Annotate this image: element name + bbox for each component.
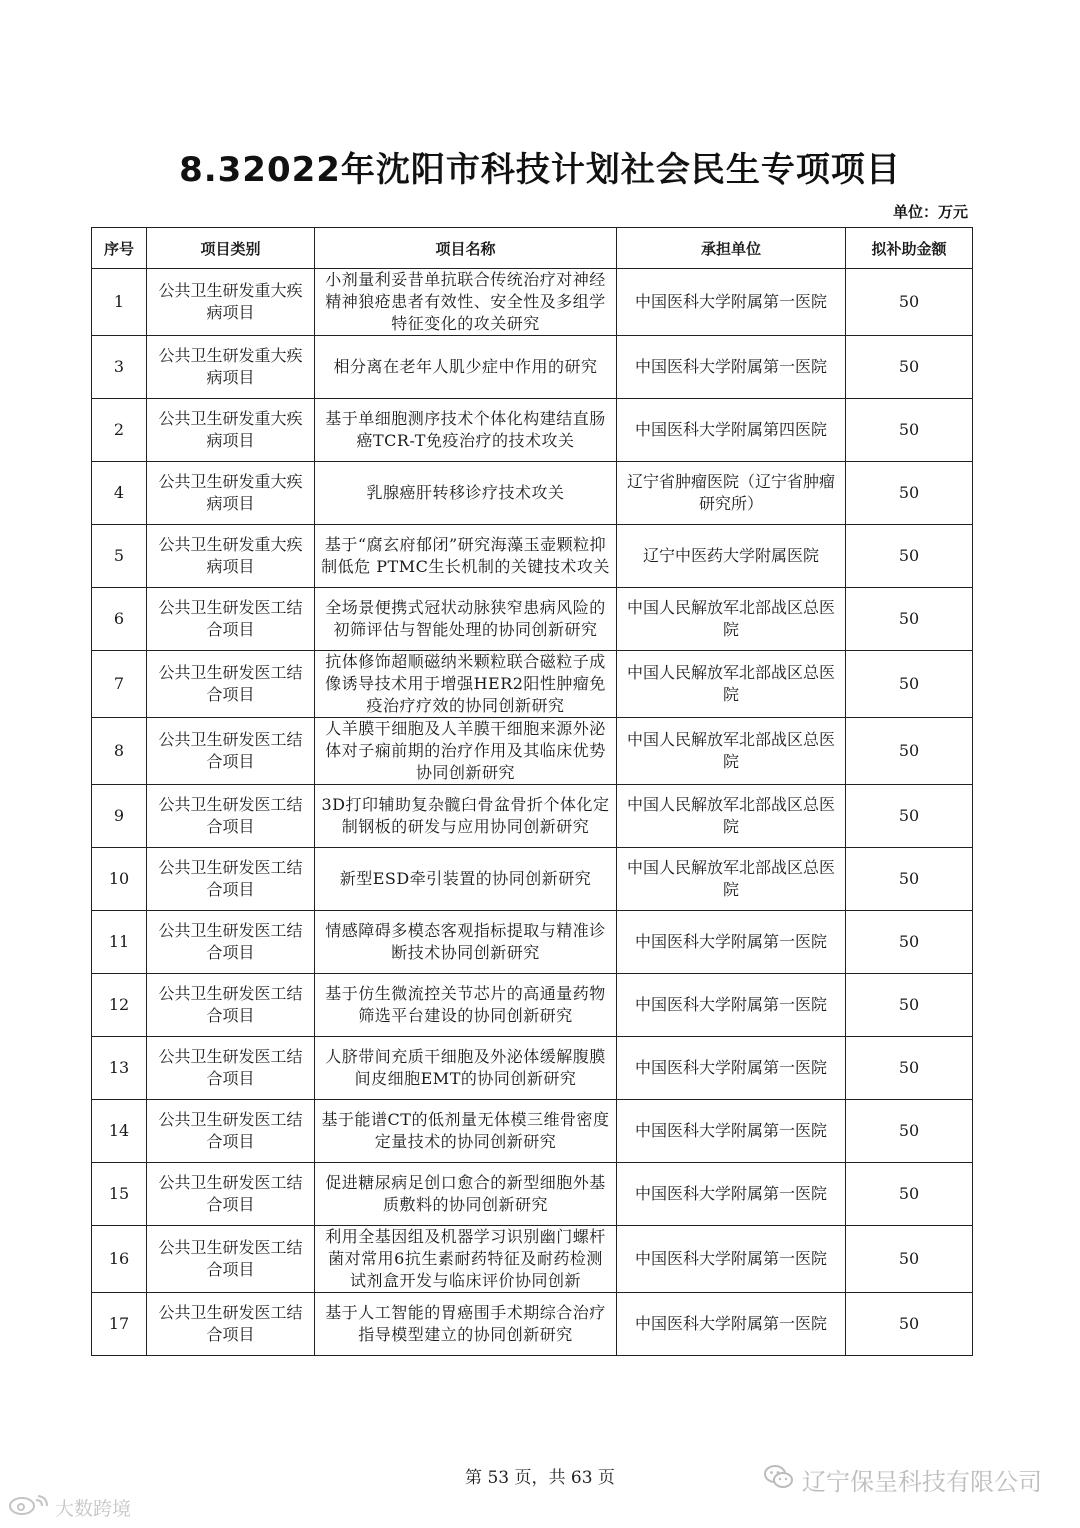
table-row [92, 911, 973, 974]
table-row [92, 588, 973, 651]
cell-project-name: 人脐带间充质干细胞及外泌体缓解腹膜间皮细胞EMT的协同创新研究 [315, 1037, 617, 1100]
cell-unit: 中国医科大学附属第一医院 [617, 1100, 846, 1163]
cell-project-name: 抗体修饰超顺磁纳米颗粒联合磁粒子成像诱导技术用于增强HER2阳性肿瘤免疫治疗疗效的协同创新研究 [315, 651, 617, 718]
table-row [92, 848, 973, 911]
cell-category: 公共卫生研发医工结合项目 [147, 1226, 315, 1293]
header-no: 序号 [92, 228, 147, 269]
cell-unit: 中国医科大学附属第一医院 [617, 974, 846, 1037]
table-row [92, 269, 973, 336]
table-row [92, 1226, 973, 1293]
cell-amount: 50 [846, 336, 973, 399]
table-row [92, 525, 973, 588]
table-row [92, 1037, 973, 1100]
cell-no: 8 [92, 718, 147, 785]
cell-no: 5 [92, 525, 147, 588]
table-header-row [92, 228, 973, 269]
cell-amount: 50 [846, 1226, 973, 1293]
cell-unit: 中国人民解放军北部战区总医院 [617, 588, 846, 651]
cell-unit: 辽宁中医药大学附属医院 [617, 525, 846, 588]
cell-project-name: 基于能谱CT的低剂量无体模三维骨密度定量技术的协同创新研究 [315, 1100, 617, 1163]
cell-category: 公共卫生研发医工结合项目 [147, 785, 315, 848]
cell-no: 4 [92, 462, 147, 525]
cell-project-name: 全场景便携式冠状动脉狭窄患病风险的初筛评估与智能处理的协同创新研究 [315, 588, 617, 651]
cell-project-name: 基于人工智能的胃癌围手术期综合治疗指导模型建立的协同创新研究 [315, 1293, 617, 1356]
cell-category: 公共卫生研发医工结合项目 [147, 651, 315, 718]
cell-no: 15 [92, 1163, 147, 1226]
cell-project-name: 利用全基因组及机器学习识别幽门螺杆菌对常用6抗生素耐药特征及耐药检测试剂盒开发与临床评价协同创新 [315, 1226, 617, 1293]
watermark-brand-text: 大数跨境 [55, 1498, 132, 1520]
cell-no: 12 [92, 974, 147, 1037]
cell-unit: 中国人民解放军北部战区总医院 [617, 651, 846, 718]
cell-no: 16 [92, 1226, 147, 1293]
cell-unit: 中国人民解放军北部战区总医院 [617, 785, 846, 848]
table-row [92, 1293, 973, 1356]
table-row [92, 399, 973, 462]
cell-no: 1 [92, 269, 147, 336]
cell-project-name: 基于单细胞测序技术个体化构建结直肠癌TCR-T免疫治疗的技术攻关 [315, 399, 617, 462]
cell-unit: 中国医科大学附属第一医院 [617, 269, 846, 336]
cell-unit: 中国医科大学附属第一医院 [617, 336, 846, 399]
header-category: 项目类别 [147, 228, 315, 269]
cell-unit: 中国医科大学附属第一医院 [617, 1293, 846, 1356]
cell-amount: 50 [846, 1037, 973, 1100]
table-row [92, 785, 973, 848]
cell-project-name: 基于仿生微流控关节芯片的高通量药物筛选平台建设的协同创新研究 [315, 974, 617, 1037]
table-row [92, 651, 973, 718]
cell-amount: 50 [846, 718, 973, 785]
cell-amount: 50 [846, 651, 973, 718]
table-row [92, 336, 973, 399]
table-row [92, 1100, 973, 1163]
table-row [92, 718, 973, 785]
cell-amount: 50 [846, 1100, 973, 1163]
cell-unit: 中国医科大学附属第一医院 [617, 911, 846, 974]
cell-no: 10 [92, 848, 147, 911]
cell-category: 公共卫生研发重大疾病项目 [147, 336, 315, 399]
cell-unit: 中国医科大学附属第一医院 [617, 1163, 846, 1226]
cell-amount: 50 [846, 1163, 973, 1226]
cell-no: 3 [92, 336, 147, 399]
unit-label: 单位：万元 [892, 203, 968, 221]
cell-amount: 50 [846, 911, 973, 974]
cell-project-name: 小剂量利妥昔单抗联合传统治疗对神经精神狼疮患者有效性、安全性及多组学特征变化的攻关研究 [315, 269, 617, 336]
table-row [92, 974, 973, 1037]
cell-category: 公共卫生研发重大疾病项目 [147, 525, 315, 588]
cell-category: 公共卫生研发医工结合项目 [147, 911, 315, 974]
cell-amount: 50 [846, 269, 973, 336]
cell-amount: 50 [846, 785, 973, 848]
cell-category: 公共卫生研发医工结合项目 [147, 974, 315, 1037]
cell-project-name: 乳腺癌肝转移诊疗技术攻关 [315, 462, 617, 525]
cell-unit: 中国人民解放军北部战区总医院 [617, 848, 846, 911]
cell-category: 公共卫生研发重大疾病项目 [147, 399, 315, 462]
cell-category: 公共卫生研发医工结合项目 [147, 588, 315, 651]
cell-project-name: 基于“腐玄府郁闭”研究海藻玉壶颗粒抑制低危 PTMC生长机制的关键技术攻关 [315, 525, 617, 588]
header-amount: 拟补助金额 [846, 228, 973, 269]
cell-no: 6 [92, 588, 147, 651]
cell-project-name: 新型ESD牵引装置的协同创新研究 [315, 848, 617, 911]
cell-amount: 50 [846, 848, 973, 911]
cell-category: 公共卫生研发重大疾病项目 [147, 269, 315, 336]
cell-no: 2 [92, 399, 147, 462]
cell-amount: 50 [846, 588, 973, 651]
cell-no: 13 [92, 1037, 147, 1100]
cell-category: 公共卫生研发医工结合项目 [147, 1163, 315, 1226]
table-row [92, 1163, 973, 1226]
cell-no: 9 [92, 785, 147, 848]
cell-amount: 50 [846, 1293, 973, 1356]
table-row [92, 462, 973, 525]
cell-unit: 中国人民解放军北部战区总医院 [617, 718, 846, 785]
page-footer: 第 53 页，共 63 页 [465, 1468, 615, 1488]
cell-unit: 中国医科大学附属第四医院 [617, 399, 846, 462]
cell-amount: 50 [846, 525, 973, 588]
cell-category: 公共卫生研发医工结合项目 [147, 1293, 315, 1356]
cell-no: 7 [92, 651, 147, 718]
watermark-company-text: 辽宁保呈科技有限公司 [802, 1468, 1042, 1496]
cell-category: 公共卫生研发重大疾病项目 [147, 462, 315, 525]
watermark-company [764, 1462, 1042, 1497]
cell-unit: 辽宁省肿瘤医院（辽宁省肿瘤研究所） [617, 462, 846, 525]
wechat-icon [764, 1464, 794, 1496]
weibo-icon [8, 1494, 50, 1521]
cell-project-name: 3D打印辅助复杂髋臼骨盆骨折个体化定制钢板的研发与应用协同创新研究 [315, 785, 617, 848]
header-unit: 承担单位 [617, 228, 846, 269]
cell-category: 公共卫生研发医工结合项目 [147, 1100, 315, 1163]
header-name: 项目名称 [315, 228, 617, 269]
cell-unit: 中国医科大学附属第一医院 [617, 1037, 846, 1100]
cell-unit: 中国医科大学附属第一医院 [617, 1226, 846, 1293]
cell-amount: 50 [846, 974, 973, 1037]
project-table [91, 227, 973, 1356]
watermark-brand [8, 1494, 131, 1521]
cell-project-name: 相分离在老年人肌少症中作用的研究 [315, 336, 617, 399]
cell-amount: 50 [846, 462, 973, 525]
page-title: 8.32022年沈阳市科技计划社会民生专项项目 [179, 150, 901, 190]
cell-category: 公共卫生研发医工结合项目 [147, 718, 315, 785]
cell-no: 14 [92, 1100, 147, 1163]
cell-category: 公共卫生研发医工结合项目 [147, 848, 315, 911]
cell-category: 公共卫生研发医工结合项目 [147, 1037, 315, 1100]
cell-project-name: 人羊膜干细胞及人羊膜干细胞来源外泌体对子痫前期的治疗作用及其临床优势协同创新研究 [315, 718, 617, 785]
cell-project-name: 促进糖尿病足创口愈合的新型细胞外基质敷料的协同创新研究 [315, 1163, 617, 1226]
cell-no: 11 [92, 911, 147, 974]
cell-amount: 50 [846, 399, 973, 462]
cell-project-name: 情感障碍多模态客观指标提取与精准诊断技术协同创新研究 [315, 911, 617, 974]
cell-no: 17 [92, 1293, 147, 1356]
